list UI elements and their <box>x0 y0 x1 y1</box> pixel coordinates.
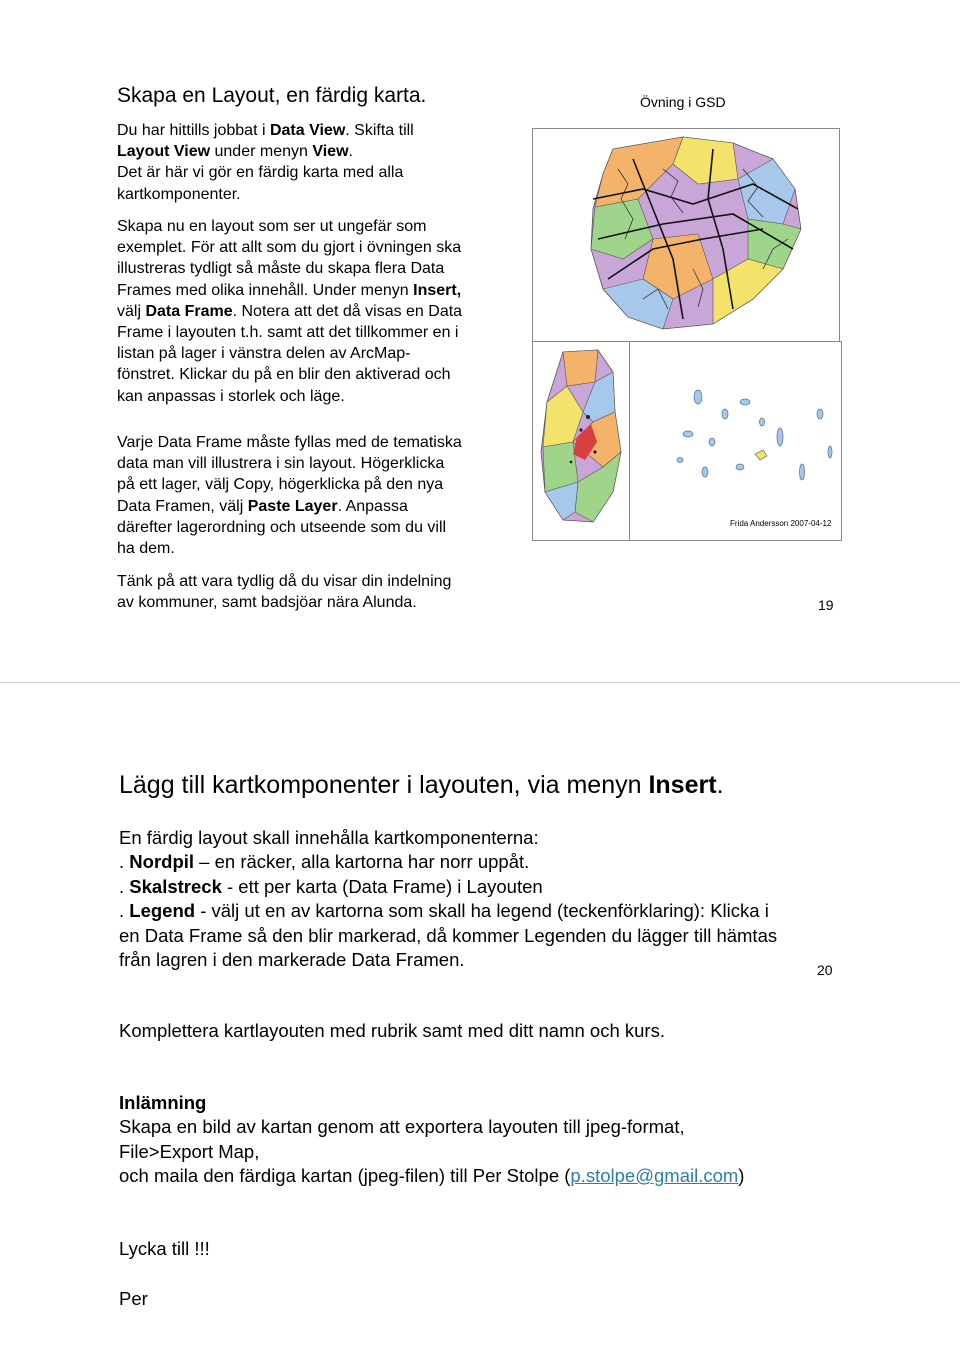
map-frame-lakes <box>629 341 842 541</box>
paragraph-inlamning: Inlämning Skapa en bild av kartan genom att exportera layouten till jpeg-format, File>Export Map, och maila den färdiga kartan (jpeg-filen) till Per Stolpe (p.stolpe@gmail.com) <box>119 1092 745 1187</box>
paragraph-komplettera: Komplettera kartlayouten med rubrik samt med ditt namn och kurs. <box>119 1020 665 1041</box>
paragraph-kommuner: Tänk på att vara tydlig då du visar din indelning av kommuner, samt badsjöar nära Alunda. <box>117 573 452 612</box>
page-number: 19 <box>818 597 834 613</box>
road-network-map-image <box>533 129 839 341</box>
kommuner-map-image <box>533 342 629 540</box>
lakes-map-image <box>630 342 841 540</box>
slide-title: Lägg till kartkomponenter i layouten, via menyn Insert. <box>119 771 724 799</box>
slide-title: Skapa en Layout, en färdig karta. <box>117 84 427 107</box>
signature-per: Per <box>119 1288 148 1309</box>
map-frame-kommuner <box>532 341 630 541</box>
email-link[interactable]: p.stolpe@gmail.com <box>570 1165 739 1187</box>
map-credit: Frida Andersson 2007-04-12 <box>730 519 832 528</box>
paragraph-data-frames: Skapa nu en layout som ser ut ungefär som exemplet. För att allt som du gjort i övningen ska illustreras tydligt så måste du skapa flera Data Frames med olika innehåll. Under menyn Insert, välj Data Frame. Notera att det då visas en Data Frame i layouten t.h. samt att det tillkommer en i listan på lager i vänstra delen av ArcMap- fönstret. Klickar du på en blir den aktiverad och kan anpassas i storlek och läge. <box>117 218 463 405</box>
map-layout-title: Övning i GSD <box>640 94 726 110</box>
paragraph-kartkomponenter: En färdig layout skall innehålla kartkomponenterna: . Nordpil – en räcker, alla kartorna har norr uppåt. . Skalstreck - ett per karta (Data Frame) i Layouten . Legend - välj ut en av kartorna som skall ha legend (teckenförklaring): Klicka i en Data Frame så den blir markerad, då kommer Legenden du lägger till hämtas från lagren i den markerade Data Framen. <box>119 827 778 971</box>
slide-20 <box>0 683 960 1367</box>
page-number: 20 <box>817 962 833 978</box>
paragraph-paste-layer: Varje Data Frame måste fyllas med de tematiska data man vill illustrera i sin layout. Högerklicka på ett lager, välj Copy, högerklicka på den nya Data Framen, välj Paste Layer. Anpassa därefter lagerordning och utseende som du vill ha dem. <box>117 434 462 558</box>
inlamning-heading: Inlämning <box>119 1092 207 1113</box>
paragraph-layout-view: Du har hittills jobbat i Data View. Skifta till Layout View under menyn View. Det är här vi gör en färdig karta med alla kartkomponenter. <box>117 122 414 203</box>
slide-19 <box>0 0 960 682</box>
map-frame-road-network <box>532 128 840 342</box>
paragraph-lycka-till: Lycka till !!! <box>119 1238 210 1259</box>
